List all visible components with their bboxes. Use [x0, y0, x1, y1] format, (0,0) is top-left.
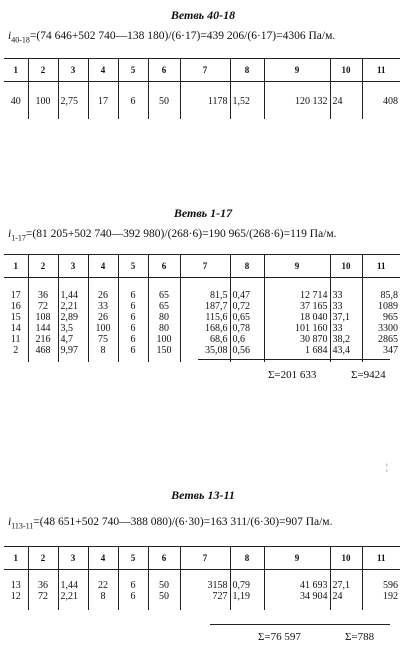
table-cell: 43,4 — [330, 345, 362, 362]
table-cell: 12 714 — [264, 278, 330, 302]
table-cell: 0,47 — [230, 278, 264, 302]
table-cell: 0,72 — [230, 301, 264, 312]
table-cell: 24 — [330, 591, 362, 610]
table-cell: 6 — [118, 570, 148, 592]
table-cell: 6 — [118, 591, 148, 610]
column-header-5: 5 — [118, 255, 148, 278]
column-header-8: 8 — [230, 255, 264, 278]
table-cell: 347 — [383, 345, 398, 356]
table-cell: 36 — [28, 570, 58, 592]
table-row — [4, 278, 400, 302]
table-cell: 75 — [88, 334, 118, 345]
table-cell: 100 — [88, 323, 118, 334]
sum-rule-13-11 — [210, 624, 390, 625]
table-cell: 0,56 — [230, 345, 264, 362]
table-cell: 36 — [28, 278, 58, 302]
table-cell: 65 — [148, 301, 180, 312]
column-header-1: 1 — [4, 255, 28, 278]
column-header-9: 9 — [264, 255, 330, 278]
table-cell: 33 — [330, 323, 362, 334]
sum-rule-1-17 — [198, 359, 390, 360]
table-cell: 4,7 — [58, 334, 88, 345]
table-cell: 1178 — [180, 82, 230, 120]
column-header-5: 5 — [118, 59, 148, 82]
table-cell: 108 — [28, 312, 58, 323]
table-row — [4, 334, 400, 345]
table-cell: 33 — [330, 278, 362, 302]
section-title-13-11: Ветвь 13-11 — [171, 488, 235, 502]
table-cell: 965 — [383, 312, 398, 323]
table-row — [4, 323, 400, 334]
table-cell: 2,21 — [58, 301, 88, 312]
column-header-1: 1 — [4, 59, 28, 82]
table-cell: 120 132 — [264, 82, 330, 120]
table-40-18 — [4, 58, 400, 119]
table-cell: 3158 — [180, 570, 230, 592]
section-title-1-17: Ветвь 1-17 — [173, 206, 233, 220]
column-header-7: 7 — [180, 59, 230, 82]
table-cell: 0,6 — [230, 334, 264, 345]
sum-column-11-13-11: Σ=788 — [345, 631, 375, 643]
table-cell: 2865 — [378, 334, 398, 345]
table-cell: 2 — [4, 345, 28, 362]
formula-13-11 — [8, 516, 400, 530]
column-header-9: 9 — [264, 59, 330, 82]
table-cell: 6 — [118, 301, 148, 312]
table-cell: 3,5 — [58, 323, 88, 334]
table-row — [4, 82, 400, 120]
table-cell: 0,65 — [230, 312, 264, 323]
table-cell: 8 — [88, 345, 118, 362]
table-cell: 12 — [4, 591, 28, 610]
table-cell: 37 165 — [264, 301, 330, 312]
table-cell: 1,52 — [230, 82, 264, 120]
column-header-10: 10 — [330, 547, 362, 570]
formula-body: =(48 651+502 740—388 080)/(6·30)=163 311/(6·30)=907 Па/м. — [33, 516, 333, 528]
table-cell: 17 — [4, 278, 28, 302]
table-cell: 0,79 — [230, 570, 264, 592]
table-cell: 22 — [88, 570, 118, 592]
table-cell: 30 870 — [264, 334, 330, 345]
column-header-1: 1 — [4, 547, 28, 570]
table-cell: 6 — [118, 82, 148, 120]
table-13-11 — [4, 546, 400, 610]
table-cell: 101 160 — [264, 323, 330, 334]
table-cell: 2,75 — [58, 82, 88, 120]
table-cell: 38,2 — [330, 334, 362, 345]
table-row — [4, 312, 400, 323]
formula-symbol: i — [8, 516, 12, 528]
table-cell: 50 — [148, 82, 180, 120]
table-cell: 65 — [148, 278, 180, 302]
table-cell: 26 — [88, 312, 118, 323]
table-cell: 85,8 — [380, 290, 398, 301]
table-cell: 115,6 — [180, 312, 230, 323]
sum-column-9-1-17: Σ=201 633 — [268, 369, 317, 381]
column-header-3: 3 — [58, 547, 88, 570]
formula-subscript: 113-11 — [11, 521, 34, 531]
table-cell: 27,1 — [330, 570, 362, 592]
sum-column-9-13-11: Σ=76 597 — [258, 631, 301, 643]
column-header-2: 2 — [28, 255, 58, 278]
table-cell: 144 — [28, 323, 58, 334]
formula-body: =(81 205+502 740—392 980)/(268·6)=190 965/(268·6)=119 Па/м. — [25, 228, 337, 240]
table-cell: 50 — [148, 570, 180, 592]
table-cell: 41 693 — [264, 570, 330, 592]
table-cell: 34 904 — [264, 591, 330, 610]
column-header-2: 2 — [28, 547, 58, 570]
table-cell: 17 — [88, 82, 118, 120]
table-1-17 — [4, 254, 400, 362]
table-cell: 0,78 — [230, 323, 264, 334]
table-cell: 216 — [28, 334, 58, 345]
table-cell: 37,1 — [330, 312, 362, 323]
scan-mark: ¦ — [386, 462, 388, 472]
table-cell: 16 — [4, 301, 28, 312]
table-cell: 72 — [28, 301, 58, 312]
table-cell: 3300 — [378, 323, 398, 334]
table-cell: 50 — [148, 591, 180, 610]
table-cell: 727 — [180, 591, 230, 610]
table-cell: 33 — [88, 301, 118, 312]
table-row — [4, 301, 400, 312]
column-header-11: 11 — [362, 59, 400, 82]
table-cell: 100 — [148, 334, 180, 345]
table-cell: 168,6 — [180, 323, 230, 334]
table-cell: 1089 — [378, 301, 398, 312]
table-cell: 80 — [148, 312, 180, 323]
table-cell: 6 — [118, 334, 148, 345]
table-cell: 6 — [118, 278, 148, 302]
table-cell: 11 — [4, 334, 28, 345]
table-cell: 80 — [148, 323, 180, 334]
table-cell: 18 040 — [264, 312, 330, 323]
table-cell: 2,21 — [58, 591, 88, 610]
formula-symbol: i — [8, 30, 12, 42]
table-cell: 13 — [4, 570, 28, 592]
column-header-3: 3 — [58, 59, 88, 82]
table-row — [4, 591, 400, 610]
table-cell: 6 — [118, 312, 148, 323]
table-cell: 81,5 — [180, 278, 230, 302]
table-cell: 192 — [383, 591, 398, 602]
table-cell: 40 — [4, 82, 28, 120]
formula-40-18 — [8, 30, 400, 44]
table-cell: 150 — [148, 345, 180, 362]
column-header-4: 4 — [88, 59, 118, 82]
column-header-6: 6 — [148, 255, 180, 278]
table-cell: 15 — [4, 312, 28, 323]
column-header-5: 5 — [118, 547, 148, 570]
column-header-8: 8 — [230, 547, 264, 570]
section-title-40-18: Ветвь 40-18 — [170, 8, 236, 22]
table-cell: 1 684 — [264, 345, 330, 362]
table-cell: 26 — [88, 278, 118, 302]
table-cell: 1,19 — [230, 591, 264, 610]
formula-body: =(74 646+502 740—138 180)/(6·17)=439 206/(6·17)=4306 Па/м. — [29, 30, 336, 42]
sum-column-11-1-17: Σ=9424 — [351, 369, 386, 381]
table-cell: 14 — [4, 323, 28, 334]
table-cell: 35,08 — [180, 345, 230, 362]
column-header-4: 4 — [88, 547, 118, 570]
column-header-7: 7 — [180, 547, 230, 570]
table-cell: 33 — [330, 301, 362, 312]
table-cell: 6 — [118, 323, 148, 334]
column-header-4: 4 — [88, 255, 118, 278]
formula-symbol: i — [8, 228, 12, 240]
column-header-11: 11 — [362, 547, 400, 570]
formula-1-17 — [8, 228, 400, 242]
table-cell: 1,44 — [58, 278, 88, 302]
column-header-10: 10 — [330, 255, 362, 278]
formula-subscript: 40-18 — [11, 35, 30, 45]
table-cell: 8 — [88, 591, 118, 610]
column-header-10: 10 — [330, 59, 362, 82]
table-cell: 2,89 — [58, 312, 88, 323]
column-header-2: 2 — [28, 59, 58, 82]
table-cell: 596 — [383, 580, 398, 591]
column-header-6: 6 — [148, 547, 180, 570]
table-cell: 1,44 — [58, 570, 88, 592]
column-header-8: 8 — [230, 59, 264, 82]
column-header-6: 6 — [148, 59, 180, 82]
table-cell: 6 — [118, 345, 148, 362]
table-cell: 408 — [383, 96, 398, 107]
table-cell: 468 — [28, 345, 58, 362]
table-cell: 9,97 — [58, 345, 88, 362]
column-header-3: 3 — [58, 255, 88, 278]
table-cell: 68,6 — [180, 334, 230, 345]
table-cell: 72 — [28, 591, 58, 610]
table-cell: 187,7 — [180, 301, 230, 312]
column-header-11: 11 — [362, 255, 400, 278]
table-row — [4, 570, 400, 592]
column-header-9: 9 — [264, 547, 330, 570]
table-cell: 100 — [28, 82, 58, 120]
column-header-7: 7 — [180, 255, 230, 278]
formula-subscript: 1-17 — [11, 233, 26, 243]
table-cell: 24 — [330, 82, 362, 120]
